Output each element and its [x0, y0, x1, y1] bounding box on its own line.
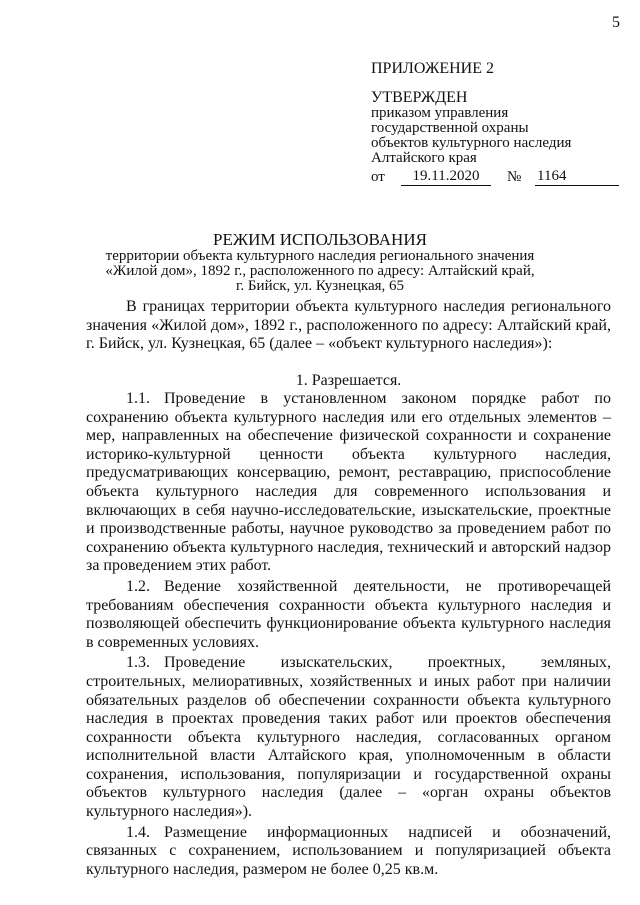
section-item — [86, 578, 611, 652]
approval-line: государственной охраны — [371, 120, 529, 136]
approval-block — [371, 60, 621, 186]
regime-heading: РЕЖИМ ИСПОЛЬЗОВАНИЯ — [213, 230, 427, 249]
section-items — [86, 390, 611, 881]
approved-label: УТВЕРЖДЕН — [371, 89, 468, 106]
section-item — [86, 390, 611, 576]
regime-subtitle-line: г. Бийск, ул. Кузнецкая, 65 — [235, 278, 405, 294]
item-number: 1.2. — [126, 577, 150, 595]
order-number: 1164 — [535, 168, 619, 186]
approval-line: приказом управления — [371, 105, 509, 121]
appendix-title: ПРИЛОЖЕНИЕ 2 — [371, 60, 495, 77]
page-number: 5 — [612, 14, 620, 31]
from-label: от — [371, 169, 385, 185]
approval-line: объектов культурного наследия — [371, 135, 572, 151]
section-item — [86, 654, 611, 821]
item-text: Проведение в установленном законом порядке работ по сохранению объекта культурного наследия или его отдельных элементов – мер, направленных на обеспечение физической сохранности и сохранение историко-культурной ценности объекта культурного наследия, предусматривающих консервацию, ремонт, реставрацию, приспособление объекта культурного наследия для современного использования и включающих в себя научно-исследовательские, изыскательские, проектные и производственные работы, научное руководство за проведением работ по сохранению объекта культурного наследия, технический и авторский надзор за проведением этих работ. — [86, 390, 611, 575]
intro-paragraph: В границах территории объекта культурного наследия регионального значения «Жилой дом», 1892 г., расположенного по адресу: Алтайский край, г. Бийск, ул. Кузнецкая, 65 (далее – «объект культурного наследия»): — [86, 298, 611, 353]
section-title: 1. Разрешается. — [295, 372, 402, 389]
item-number: 1.3. — [126, 654, 150, 672]
item-text: Размещение информационных надписей и обозначений, связанных с сохранением, использованием и популяризацией объекта культурного наследия, размером не более 0,25 кв.м. — [86, 823, 611, 878]
order-signature-line — [371, 168, 621, 186]
approval-line: Алтайского края — [371, 150, 477, 166]
section-item — [86, 824, 611, 880]
order-date: 19.11.2020 — [401, 168, 491, 186]
item-number: 1.1. — [126, 390, 150, 407]
regime-subtitle-line: территории объекта культурного наследия регионального значения — [105, 248, 535, 264]
item-text: Проведение изыскательских, проектных, земляных, строительных, мелиоративных, хозяйственных и иных работ при наличии обязательных разделов об обеспечении сохранности объекта культурного наследия в проектах проведения таких работ или проектов обеспечения сохранности объекта культурного наследия, согласованных органом исполнительной власти Алтайского края, уполномоченным в области сохранения, использования, популяризации и государственной охраны объектов культурного наследия (далее – «орган охраны объектов культурного наследия»). — [86, 654, 611, 821]
item-number: 1.4. — [126, 823, 150, 841]
number-label: № — [507, 169, 522, 185]
regime-subtitle-line: «Жилой дом», 1892 г., расположенного по адресу: Алтайский край, — [105, 263, 535, 279]
item-text: Ведение хозяйственной деятельности, не противоречащей требованиям обеспечения сохранности объекта культурного наследия и позволяющей обеспечить функционирование объекта культурного наследия в современных условиях. — [86, 577, 611, 651]
regime-header — [100, 231, 540, 294]
